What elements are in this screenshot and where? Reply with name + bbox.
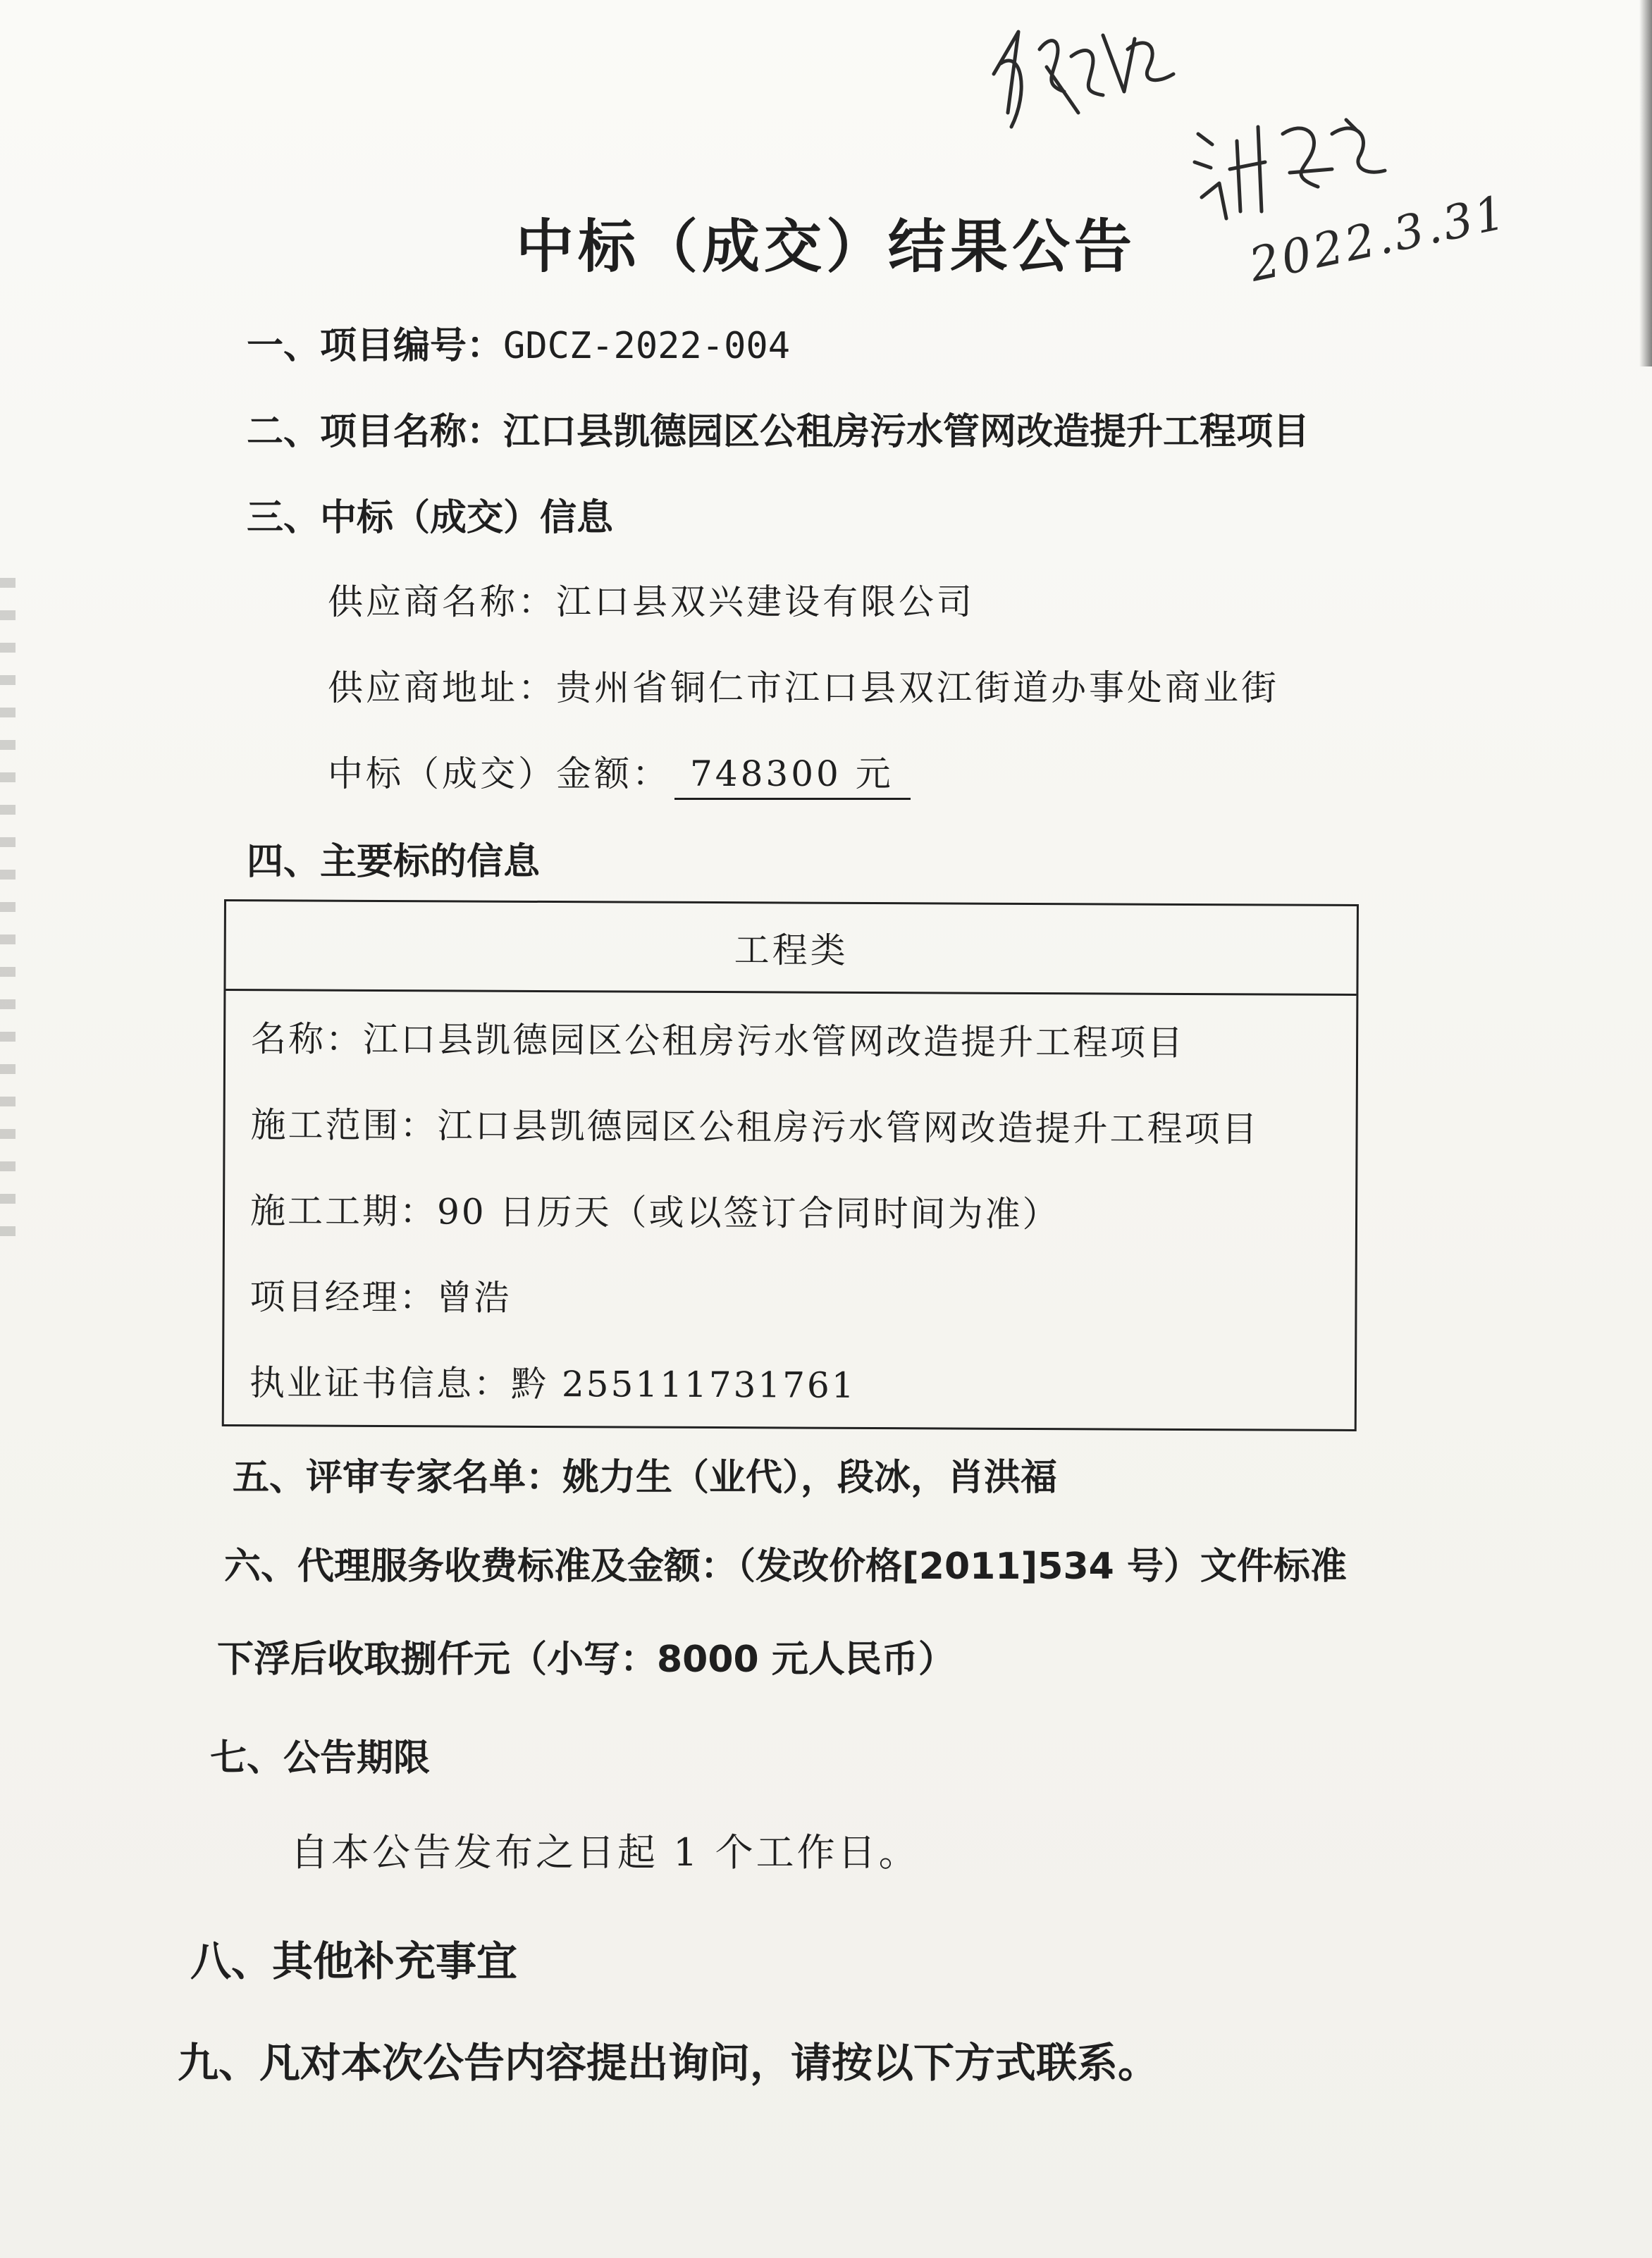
table-row-manager <box>249 1269 511 1321</box>
section-8-heading: 八、其他补充事宜 <box>190 1937 518 1985</box>
row-value: 90 日历天（或以签订合同时间为准） <box>436 1191 1060 1235</box>
experts-label: 五、评审专家名单： <box>233 1457 563 1499</box>
section-6-line-1: 六、代理服务收费标准及金额：（发改价格[2011]534 号）文件标准 <box>224 1546 1347 1588</box>
row-label: 执业证书信息： <box>249 1362 512 1405</box>
supplier-address-value: 贵州省铜仁市江口县双江街道办事处商业街 <box>556 667 1279 708</box>
row-label: 施工工期： <box>249 1190 438 1233</box>
section-6-line-2: 下浮后收取捌仟元（小写：8000 元人民币） <box>217 1639 955 1681</box>
subject-info-table <box>222 899 1359 1431</box>
table-row-duration <box>250 1183 1060 1237</box>
section-3-heading: 三、中标（成交）信息 <box>247 497 614 539</box>
row-value: 江口县凯德园区公租房污水管网改造提升工程项目 <box>437 1105 1259 1150</box>
section-9-heading: 九、凡对本次公告内容提出询问，请按以下方式联系。 <box>178 2039 1159 2087</box>
experts-value: 姚力生（业代），段冰，肖洪福 <box>562 1457 1058 1499</box>
table-header: 工程类 <box>226 901 1357 996</box>
table-row-certificate <box>249 1355 856 1408</box>
award-amount-line <box>328 746 911 800</box>
row-value: 江口县凯德园区公租房污水管网改造提升工程项目 <box>363 1018 1185 1063</box>
announcement-period: 自本公告发布之日起 1 个工作日。 <box>290 1830 920 1875</box>
project-number-label: 一、项目编号： <box>247 325 504 367</box>
section-1 <box>247 316 790 369</box>
row-label: 项目经理： <box>249 1276 437 1319</box>
row-value: 曾浩 <box>436 1277 512 1319</box>
table-row-name <box>251 1011 1185 1066</box>
bleed-through-marks <box>0 578 16 1254</box>
section-5 <box>233 1448 1057 1500</box>
handwritten-date: 2022.3.31 <box>1245 185 1512 292</box>
row-value: 黔 255111731761 <box>510 1363 856 1406</box>
section-4-heading: 四、主要标的信息 <box>247 841 541 883</box>
row-label: 名称： <box>251 1018 364 1060</box>
row-label: 施工范围： <box>250 1104 438 1147</box>
handwritten-signature-top <box>980 7 1184 148</box>
supplier-name-label: 供应商名称： <box>328 581 556 622</box>
award-amount-value: 748300 元 <box>674 746 911 800</box>
project-name-label: 二、项目名称： <box>247 411 504 453</box>
page-edge-shadow <box>1639 0 1652 366</box>
supplier-name-line <box>328 574 975 624</box>
supplier-name-value: 江口县双兴建设有限公司 <box>556 581 975 622</box>
supplier-address-label: 供应商地址： <box>328 667 556 708</box>
section-2 <box>247 402 1309 455</box>
project-number-value: GDCZ-2022-004 <box>503 325 791 367</box>
table-row-scope <box>250 1097 1259 1152</box>
project-name-value: 江口县凯德园区公租房污水管网改造提升工程项目 <box>503 411 1310 453</box>
section-7-heading: 七、公告期限 <box>210 1737 431 1779</box>
page-title: 中标（成交）结果公告 <box>515 213 1136 280</box>
supplier-address-line <box>328 660 1279 710</box>
award-amount-label: 中标（成交）金额： <box>328 753 670 794</box>
